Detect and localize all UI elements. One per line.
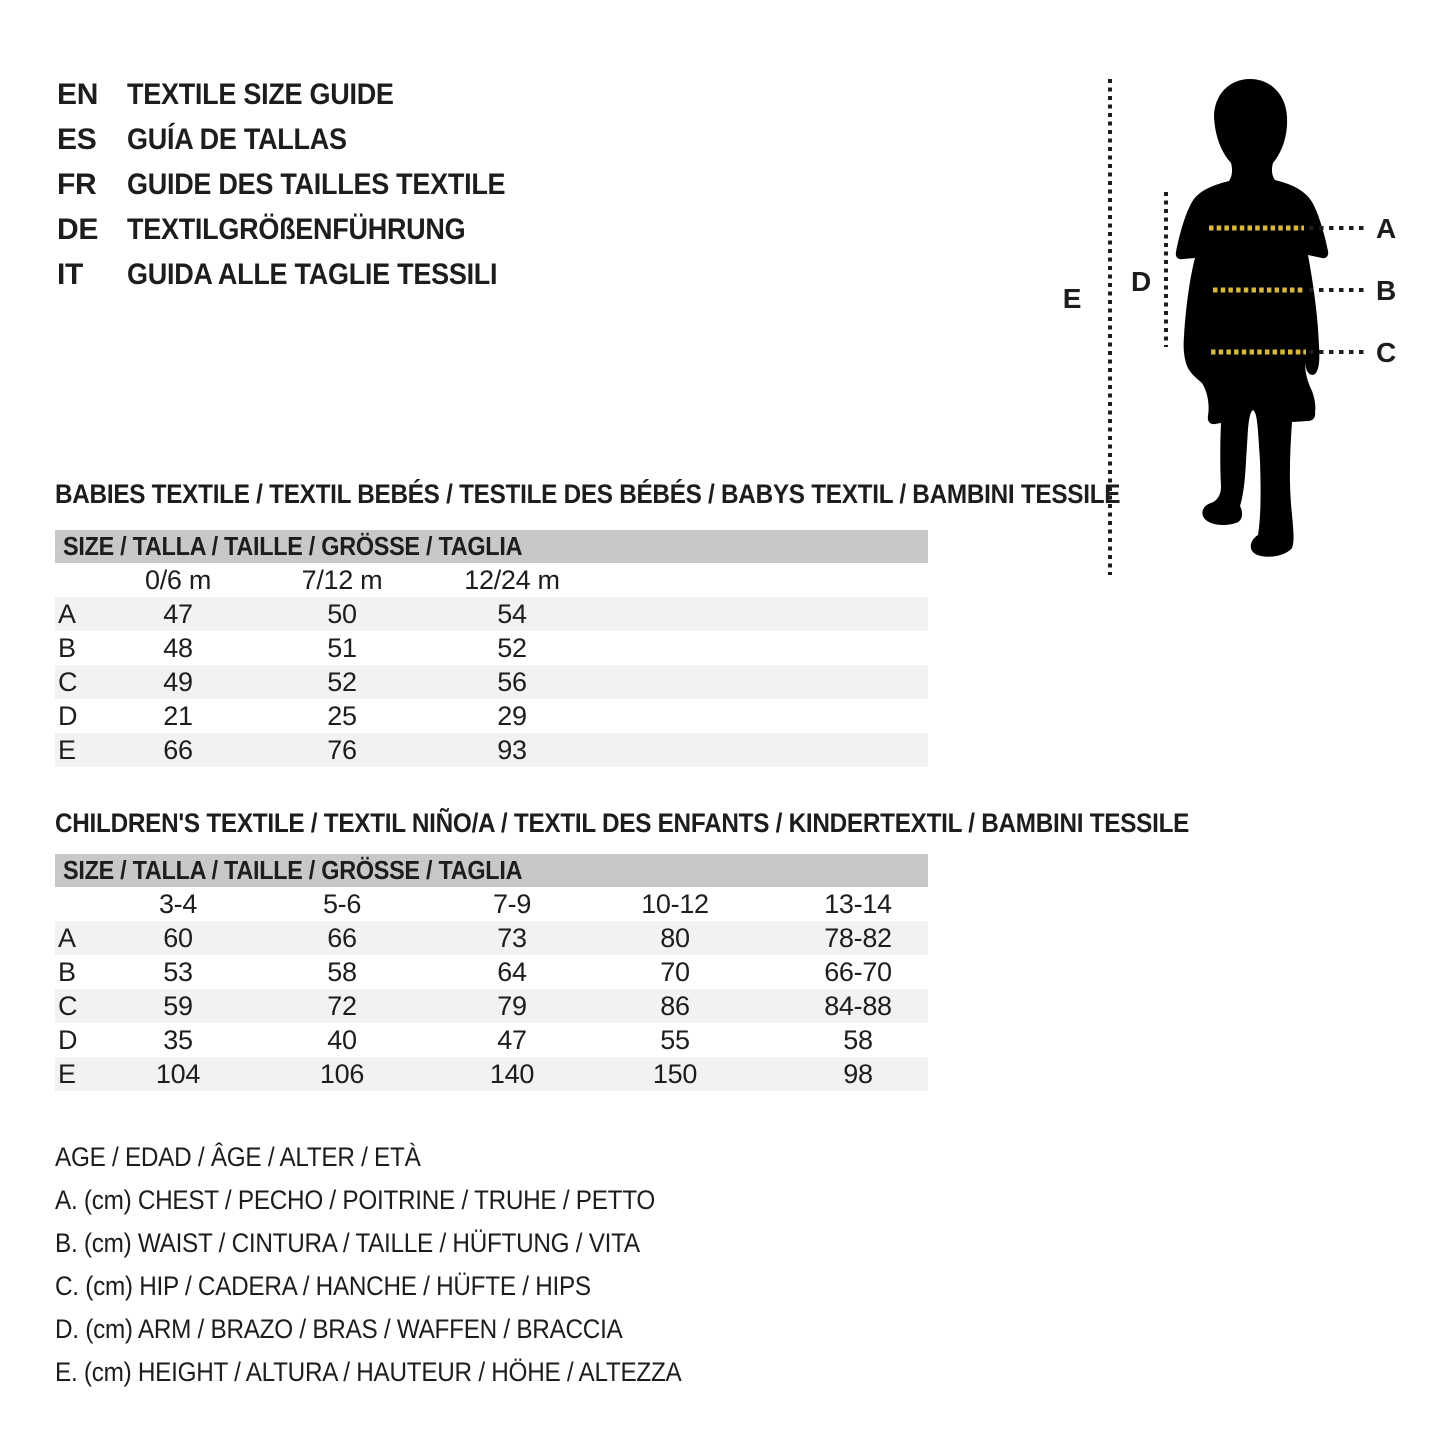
- row-label: B: [58, 633, 76, 663]
- row-label: C: [58, 667, 78, 697]
- cell-value: 93: [497, 735, 527, 765]
- cell-value: 86: [660, 991, 690, 1021]
- legend-text: D. (cm) ARM / BRAZO / BRAS / WAFFEN / BRACCIA: [55, 1314, 623, 1344]
- language-title: GUIDE DES TAILLES TEXTILE: [127, 168, 506, 201]
- cell-value: 150: [652, 1059, 698, 1089]
- cell-value: 76: [327, 735, 357, 765]
- legend-text: B. (cm) WAIST / CINTURA / TAILLE / HÜFTUNG / VITA: [55, 1228, 640, 1258]
- cell-value: 60: [163, 923, 193, 953]
- cell-value: 73: [497, 923, 527, 953]
- cell-value: 53: [163, 957, 193, 987]
- row-label: E: [58, 735, 76, 765]
- column-header-row: [55, 563, 928, 597]
- legend-line: [55, 1222, 751, 1265]
- language-row: [57, 207, 547, 252]
- babies-section-heading: BABIES TEXTILE / TEXTIL BEBÉS / TESTILE DES BÉBÉS / BABYS TEXTIL / BAMBINI TESSILE: [55, 479, 1121, 509]
- cell-value: 106: [319, 1059, 365, 1089]
- arm-label: D: [1131, 266, 1151, 297]
- cell-value: 59: [163, 991, 193, 1021]
- legend-text: AGE / EDAD / ÂGE / ALTER / ETÀ: [55, 1142, 421, 1172]
- language-title-list: [57, 72, 547, 297]
- cell-value: 52: [497, 633, 527, 663]
- size-header-label: SIZE / TALLA / TAILLE / GRÖSSE / TAGLIA: [63, 855, 523, 885]
- table-row: [55, 1057, 928, 1091]
- legend-line: [55, 1179, 751, 1222]
- table-row: [55, 597, 928, 631]
- height-label: E: [1062, 283, 1082, 314]
- column-header: 3-4: [158, 889, 198, 919]
- children-section-heading: CHILDREN'S TEXTILE / TEXTIL NIÑO/A / TEXTIL DES ENFANTS / KINDERTEXTIL / BAMBINI TESSILE: [55, 808, 1190, 838]
- cell-value: 78-82: [824, 923, 892, 953]
- row-label: D: [58, 701, 78, 731]
- row-label: B: [58, 957, 76, 987]
- size-header-bar: [55, 854, 928, 887]
- table-row: [55, 1023, 928, 1057]
- language-title: TEXTILE SIZE GUIDE: [127, 78, 394, 111]
- row-label: A: [58, 599, 76, 629]
- column-header: 7/12 m: [301, 565, 383, 595]
- legend-line: [55, 1265, 751, 1308]
- size-header-label: SIZE / TALLA / TAILLE / GRÖSSE / TAGLIA: [63, 531, 523, 561]
- cell-value: 56: [497, 667, 527, 697]
- table-row: [55, 665, 928, 699]
- cell-value: 72: [327, 991, 357, 1021]
- cell-value: 55: [660, 1025, 690, 1055]
- cell-value: 51: [327, 633, 357, 663]
- cell-value: 40: [327, 1025, 357, 1055]
- language-code: IT: [57, 258, 84, 291]
- column-header: 10-12: [641, 889, 709, 919]
- cell-value: 25: [327, 701, 357, 731]
- size-header-bar: [55, 530, 928, 563]
- language-title: GUIDA ALLE TAGLIE TESSILI: [127, 258, 498, 291]
- cell-value: 49: [163, 667, 193, 697]
- child-silhouette: [1176, 79, 1328, 557]
- language-row: [57, 162, 547, 207]
- cell-value: 58: [327, 957, 357, 987]
- column-header: 5-6: [322, 889, 362, 919]
- chest-label: A: [1376, 213, 1396, 244]
- cell-value: 21: [163, 701, 193, 731]
- cell-value: 70: [660, 957, 690, 987]
- cell-value: 54: [497, 599, 527, 629]
- column-header: 7-9: [492, 889, 532, 919]
- measurement-legend: [55, 1136, 751, 1394]
- row-label: C: [58, 991, 78, 1021]
- cell-value: 79: [497, 991, 527, 1021]
- cell-value: 84-88: [824, 991, 892, 1021]
- legend-line: [55, 1351, 751, 1394]
- cell-value: 66: [163, 735, 193, 765]
- cell-value: 66-70: [824, 957, 892, 987]
- cell-value: 58: [843, 1025, 873, 1055]
- cell-value: 50: [327, 599, 357, 629]
- children-size-table: [55, 854, 928, 1091]
- column-header: 0/6 m: [144, 565, 212, 595]
- cell-value: 64: [497, 957, 527, 987]
- column-header: 13-14: [824, 889, 892, 919]
- language-code: FR: [57, 168, 97, 201]
- language-title: TEXTILGRÖßENFÜHRUNG: [127, 213, 466, 246]
- table-row: [55, 921, 928, 955]
- waist-label: B: [1376, 275, 1396, 306]
- cell-value: 140: [489, 1059, 535, 1089]
- table-row: [55, 955, 928, 989]
- cell-value: 35: [163, 1025, 193, 1055]
- table-row: [55, 631, 928, 665]
- legend-text: E. (cm) HEIGHT / ALTURA / HAUTEUR / HÖHE / ALTEZZA: [55, 1357, 682, 1387]
- language-code: EN: [57, 78, 99, 111]
- cell-value: 48: [163, 633, 193, 663]
- language-row: [57, 252, 547, 297]
- cell-value: 66: [327, 923, 357, 953]
- language-row: [57, 117, 547, 162]
- legend-line: [55, 1136, 751, 1179]
- cell-value: 98: [843, 1059, 873, 1089]
- cell-value: 52: [327, 667, 357, 697]
- hip-label: C: [1376, 337, 1396, 368]
- table-row: [55, 699, 928, 733]
- language-title: GUÍA DE TALLAS: [127, 123, 347, 156]
- cell-value: 80: [660, 923, 690, 953]
- cell-value: 104: [155, 1059, 201, 1089]
- row-label: D: [58, 1025, 78, 1055]
- language-code: DE: [57, 213, 99, 246]
- legend-text: C. (cm) HIP / CADERA / HANCHE / HÜFTE / HIPS: [55, 1271, 591, 1301]
- table-row: [55, 989, 928, 1023]
- column-header: 12/24 m: [464, 565, 560, 595]
- cell-value: 47: [497, 1025, 527, 1055]
- row-label: A: [58, 923, 76, 953]
- babies-size-table: [55, 530, 928, 767]
- child-silhouette-figure: [1050, 60, 1445, 600]
- cell-value: 47: [163, 599, 193, 629]
- table-row: [55, 733, 928, 767]
- column-header-row: [55, 887, 928, 921]
- legend-text: A. (cm) CHEST / PECHO / POITRINE / TRUHE / PETTO: [55, 1185, 656, 1215]
- row-label: E: [58, 1059, 76, 1089]
- language-row: [57, 72, 547, 117]
- language-code: ES: [57, 123, 97, 156]
- cell-value: 29: [497, 701, 527, 731]
- legend-line: [55, 1308, 751, 1351]
